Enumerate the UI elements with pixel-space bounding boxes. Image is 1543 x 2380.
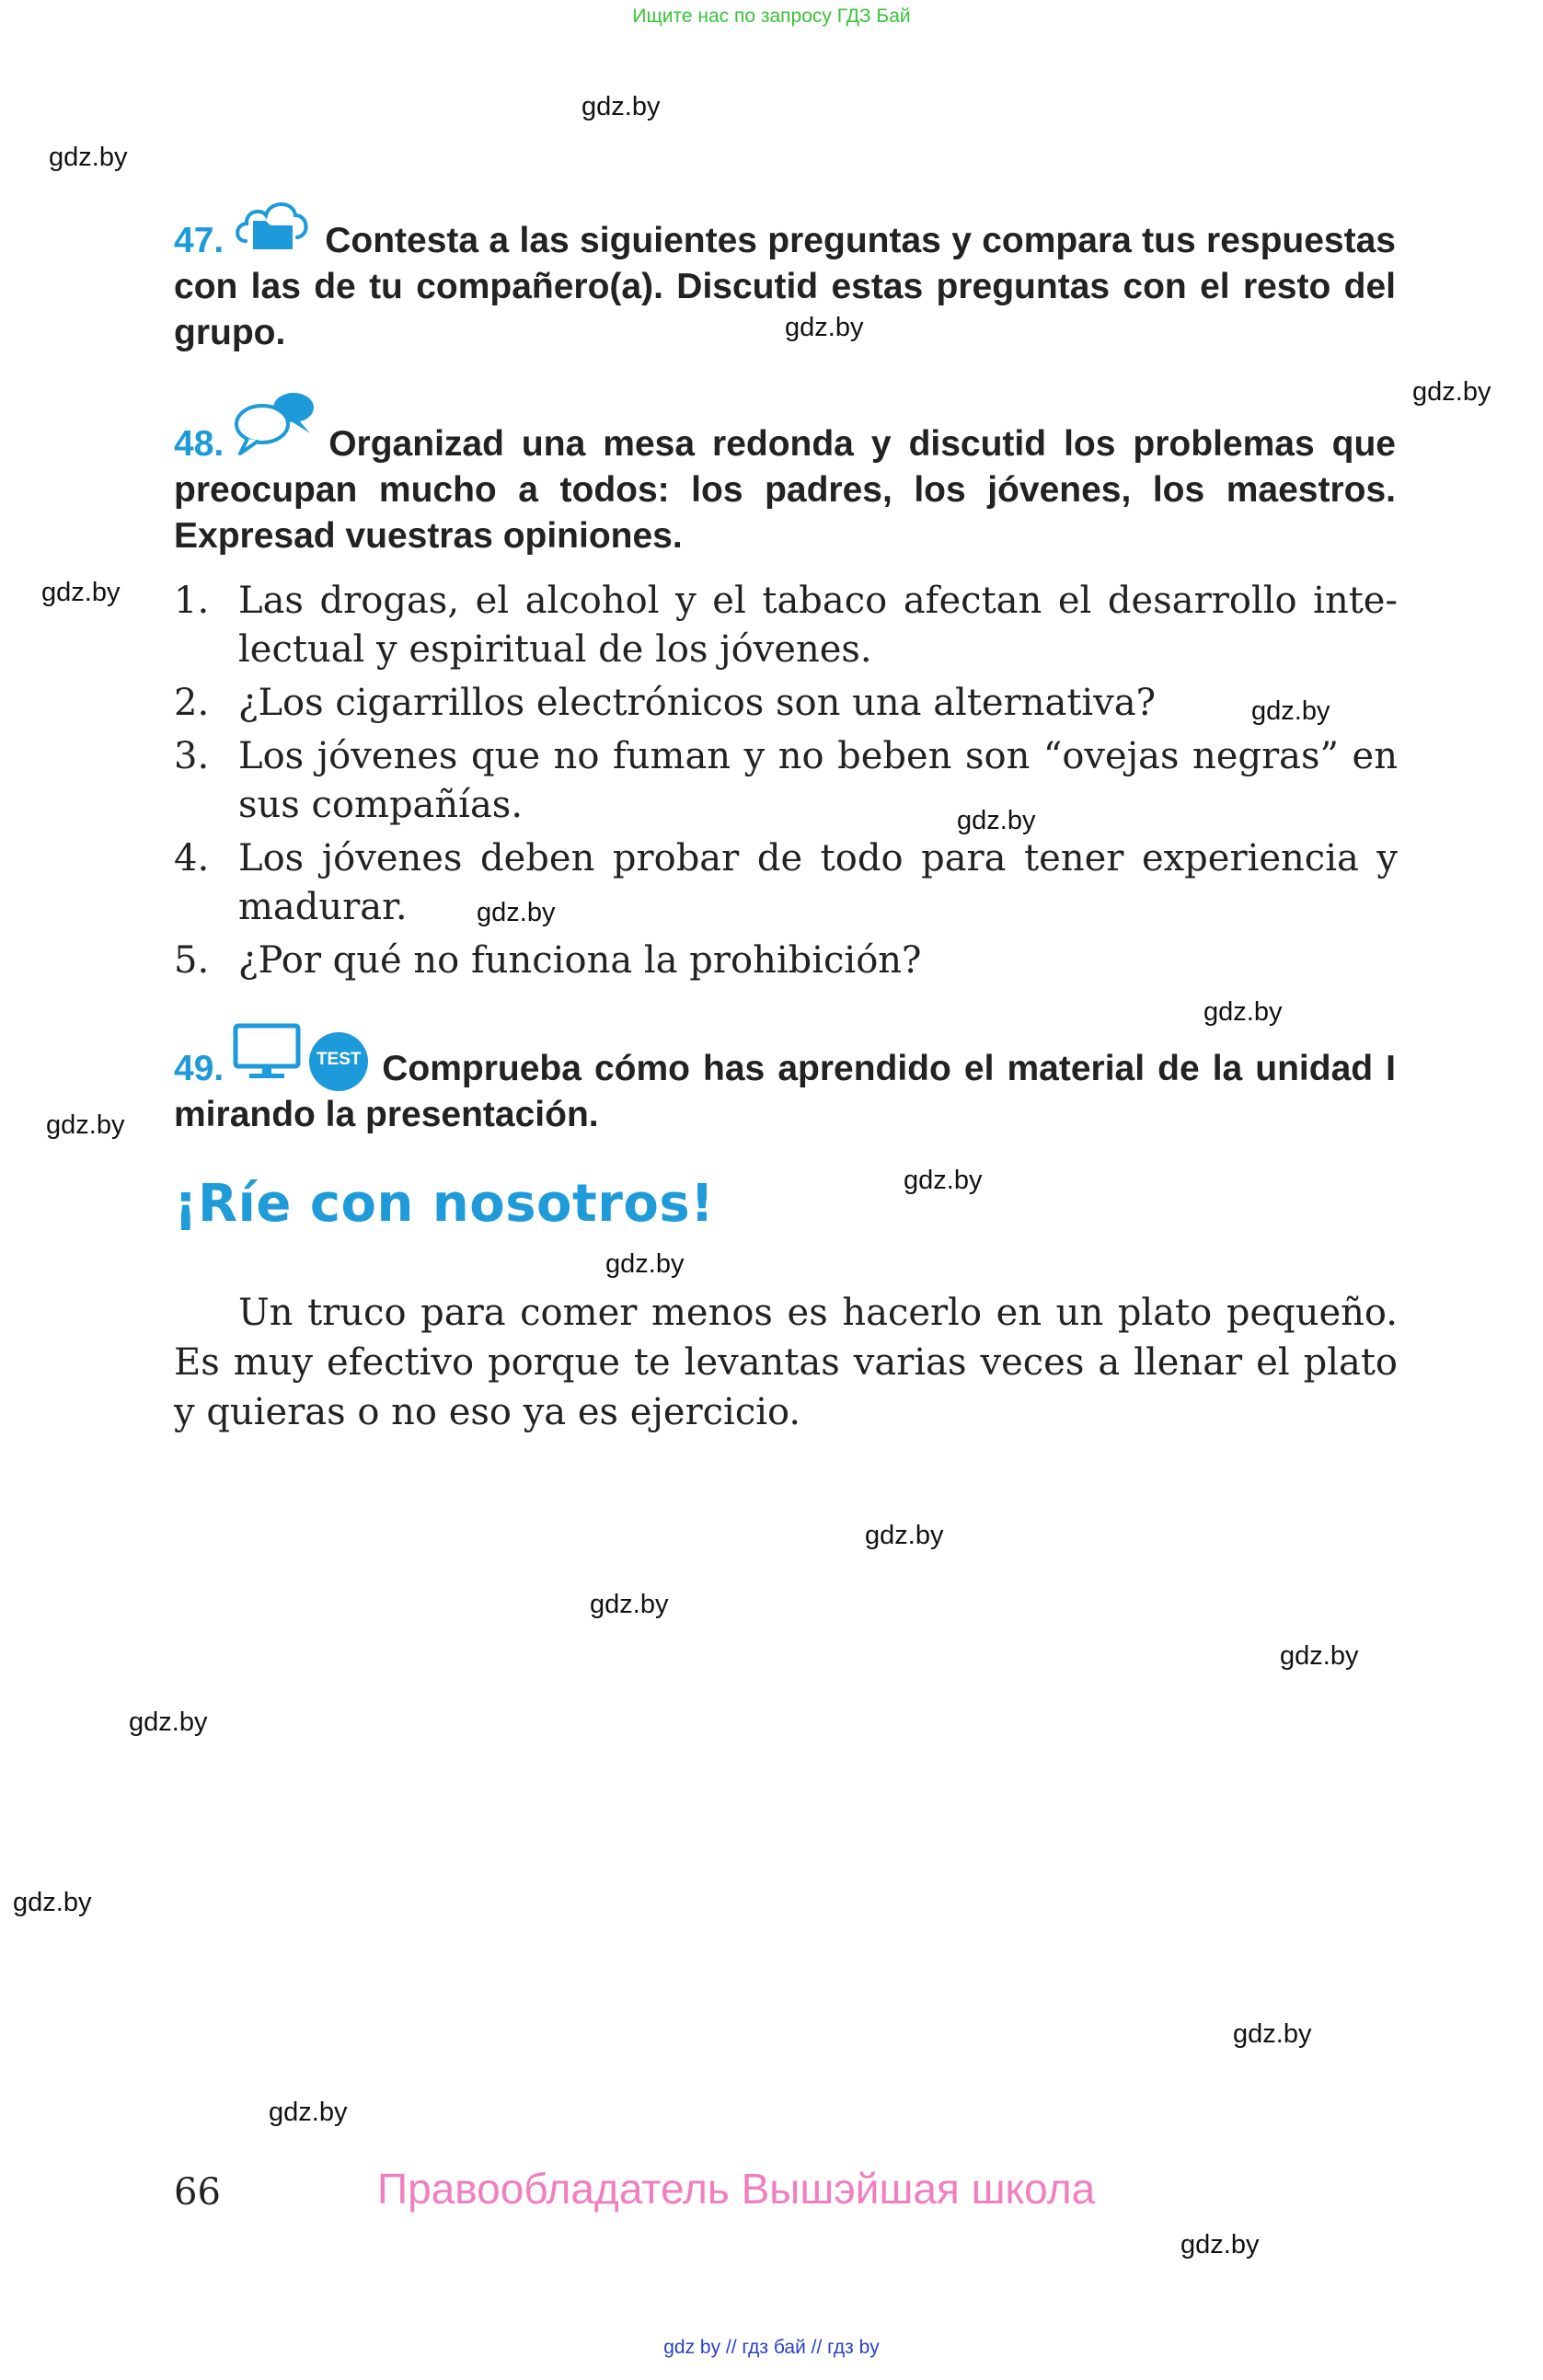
- joke-paragraph: Un truco para comer menos es hacerlo en un plato pequeño. Es muy efectivo porque te levantas varias veces a llenar el plato y quieras o no eso ya es ejercicio.: [174, 1292, 1398, 1433]
- test-badge-label: TEST: [316, 1050, 362, 1069]
- task-47: [174, 195, 1396, 356]
- speech-bubbles-icon: [233, 389, 316, 467]
- watermark: gdz.by: [957, 806, 1036, 835]
- watermark: gdz.by: [605, 1249, 685, 1279]
- watermark: gdz.by: [1203, 997, 1283, 1027]
- test-badge: [308, 1031, 369, 1092]
- list-item-number: 2.: [174, 682, 210, 724]
- watermark: gdz.by: [1280, 1641, 1359, 1671]
- watermark: gdz.by: [13, 1888, 92, 1917]
- list-item-text: ¿Los cigarrillos electrónicos son una alternativa?: [238, 682, 1157, 724]
- task-48-text: Organizad una mesa redonda y discutid los problemas que preocupan mucho a todos: los padres, los jóvenes, los maestros. Expresad vuestras opiniones.: [174, 424, 1396, 556]
- watermark: gdz.by: [129, 1707, 208, 1737]
- footer-links[interactable]: gdz by // гдз бай // гдз by: [663, 2337, 880, 2358]
- task-48-number: 48.: [174, 424, 225, 464]
- watermark: gdz.by: [865, 1521, 944, 1550]
- watermark: gdz.by: [590, 1590, 669, 1619]
- watermark: gdz.by: [477, 898, 556, 927]
- watermark: gdz.by: [1412, 377, 1491, 407]
- list-item: [174, 732, 1398, 830]
- list-item-number: 3.: [174, 735, 210, 777]
- watermark: gdz.by: [1233, 2019, 1312, 2049]
- watermark: gdz.by: [582, 92, 661, 121]
- task-47-number: 47.: [174, 221, 225, 260]
- task-49-text: Comprueba cómo has aprendido el material de la unidad I mirando la presentación.: [174, 1049, 1396, 1134]
- watermark: gdz.by: [1180, 2230, 1260, 2259]
- list-item: [174, 834, 1398, 932]
- watermark: gdz.by: [41, 578, 121, 607]
- watermark: gdz.by: [269, 2098, 348, 2127]
- list-item: [174, 937, 1398, 985]
- list-item-number: 1.: [174, 580, 210, 622]
- task-48: [174, 389, 1396, 559]
- list-item: [174, 679, 1398, 728]
- task-49: [174, 1023, 1396, 1138]
- list-item-text: Los jóvenes que no fuman y no beben son “ovejas negras” en sus compañías.: [238, 735, 1398, 826]
- list-item-number: 4.: [174, 837, 210, 880]
- list-item: [174, 577, 1398, 674]
- list-item-text: ¿Por qué no funciona la prohibición?: [238, 939, 922, 982]
- section-heading: ¡Ríe con nosotros!: [174, 1174, 715, 1234]
- question-list: [174, 577, 1398, 990]
- watermark: gdz.by: [1251, 696, 1330, 726]
- list-item-number: 5.: [174, 939, 210, 982]
- list-item-text: Las drogas, el alcohol y el tabaco afectan el desarrollo intelectual y espiritual de los jóvenes.: [238, 580, 1398, 671]
- watermark: gdz.by: [46, 1110, 125, 1140]
- page-number: 66: [174, 2171, 221, 2213]
- cloud-folder-icon: [233, 195, 312, 264]
- monitor-icon: [233, 1023, 301, 1092]
- list-item-text: Los jóvenes deben probar de todo para tener experiencia y madurar.: [238, 837, 1398, 928]
- task-47-text: Contesta a las siguientes preguntas y compara tus respuestas con las de tu compañero(a). Discutid estas preguntas con el resto del grupo.: [174, 221, 1396, 352]
- task-49-number: 49.: [174, 1049, 225, 1088]
- top-banner[interactable]: Ищите нас по запросу ГДЗ Бай: [632, 6, 911, 27]
- rights-holder: Правообладатель Вышэйшая школа: [377, 2165, 1096, 2213]
- watermark: gdz.by: [49, 143, 128, 172]
- watermark: gdz.by: [785, 313, 864, 342]
- watermark: gdz.by: [904, 1166, 983, 1195]
